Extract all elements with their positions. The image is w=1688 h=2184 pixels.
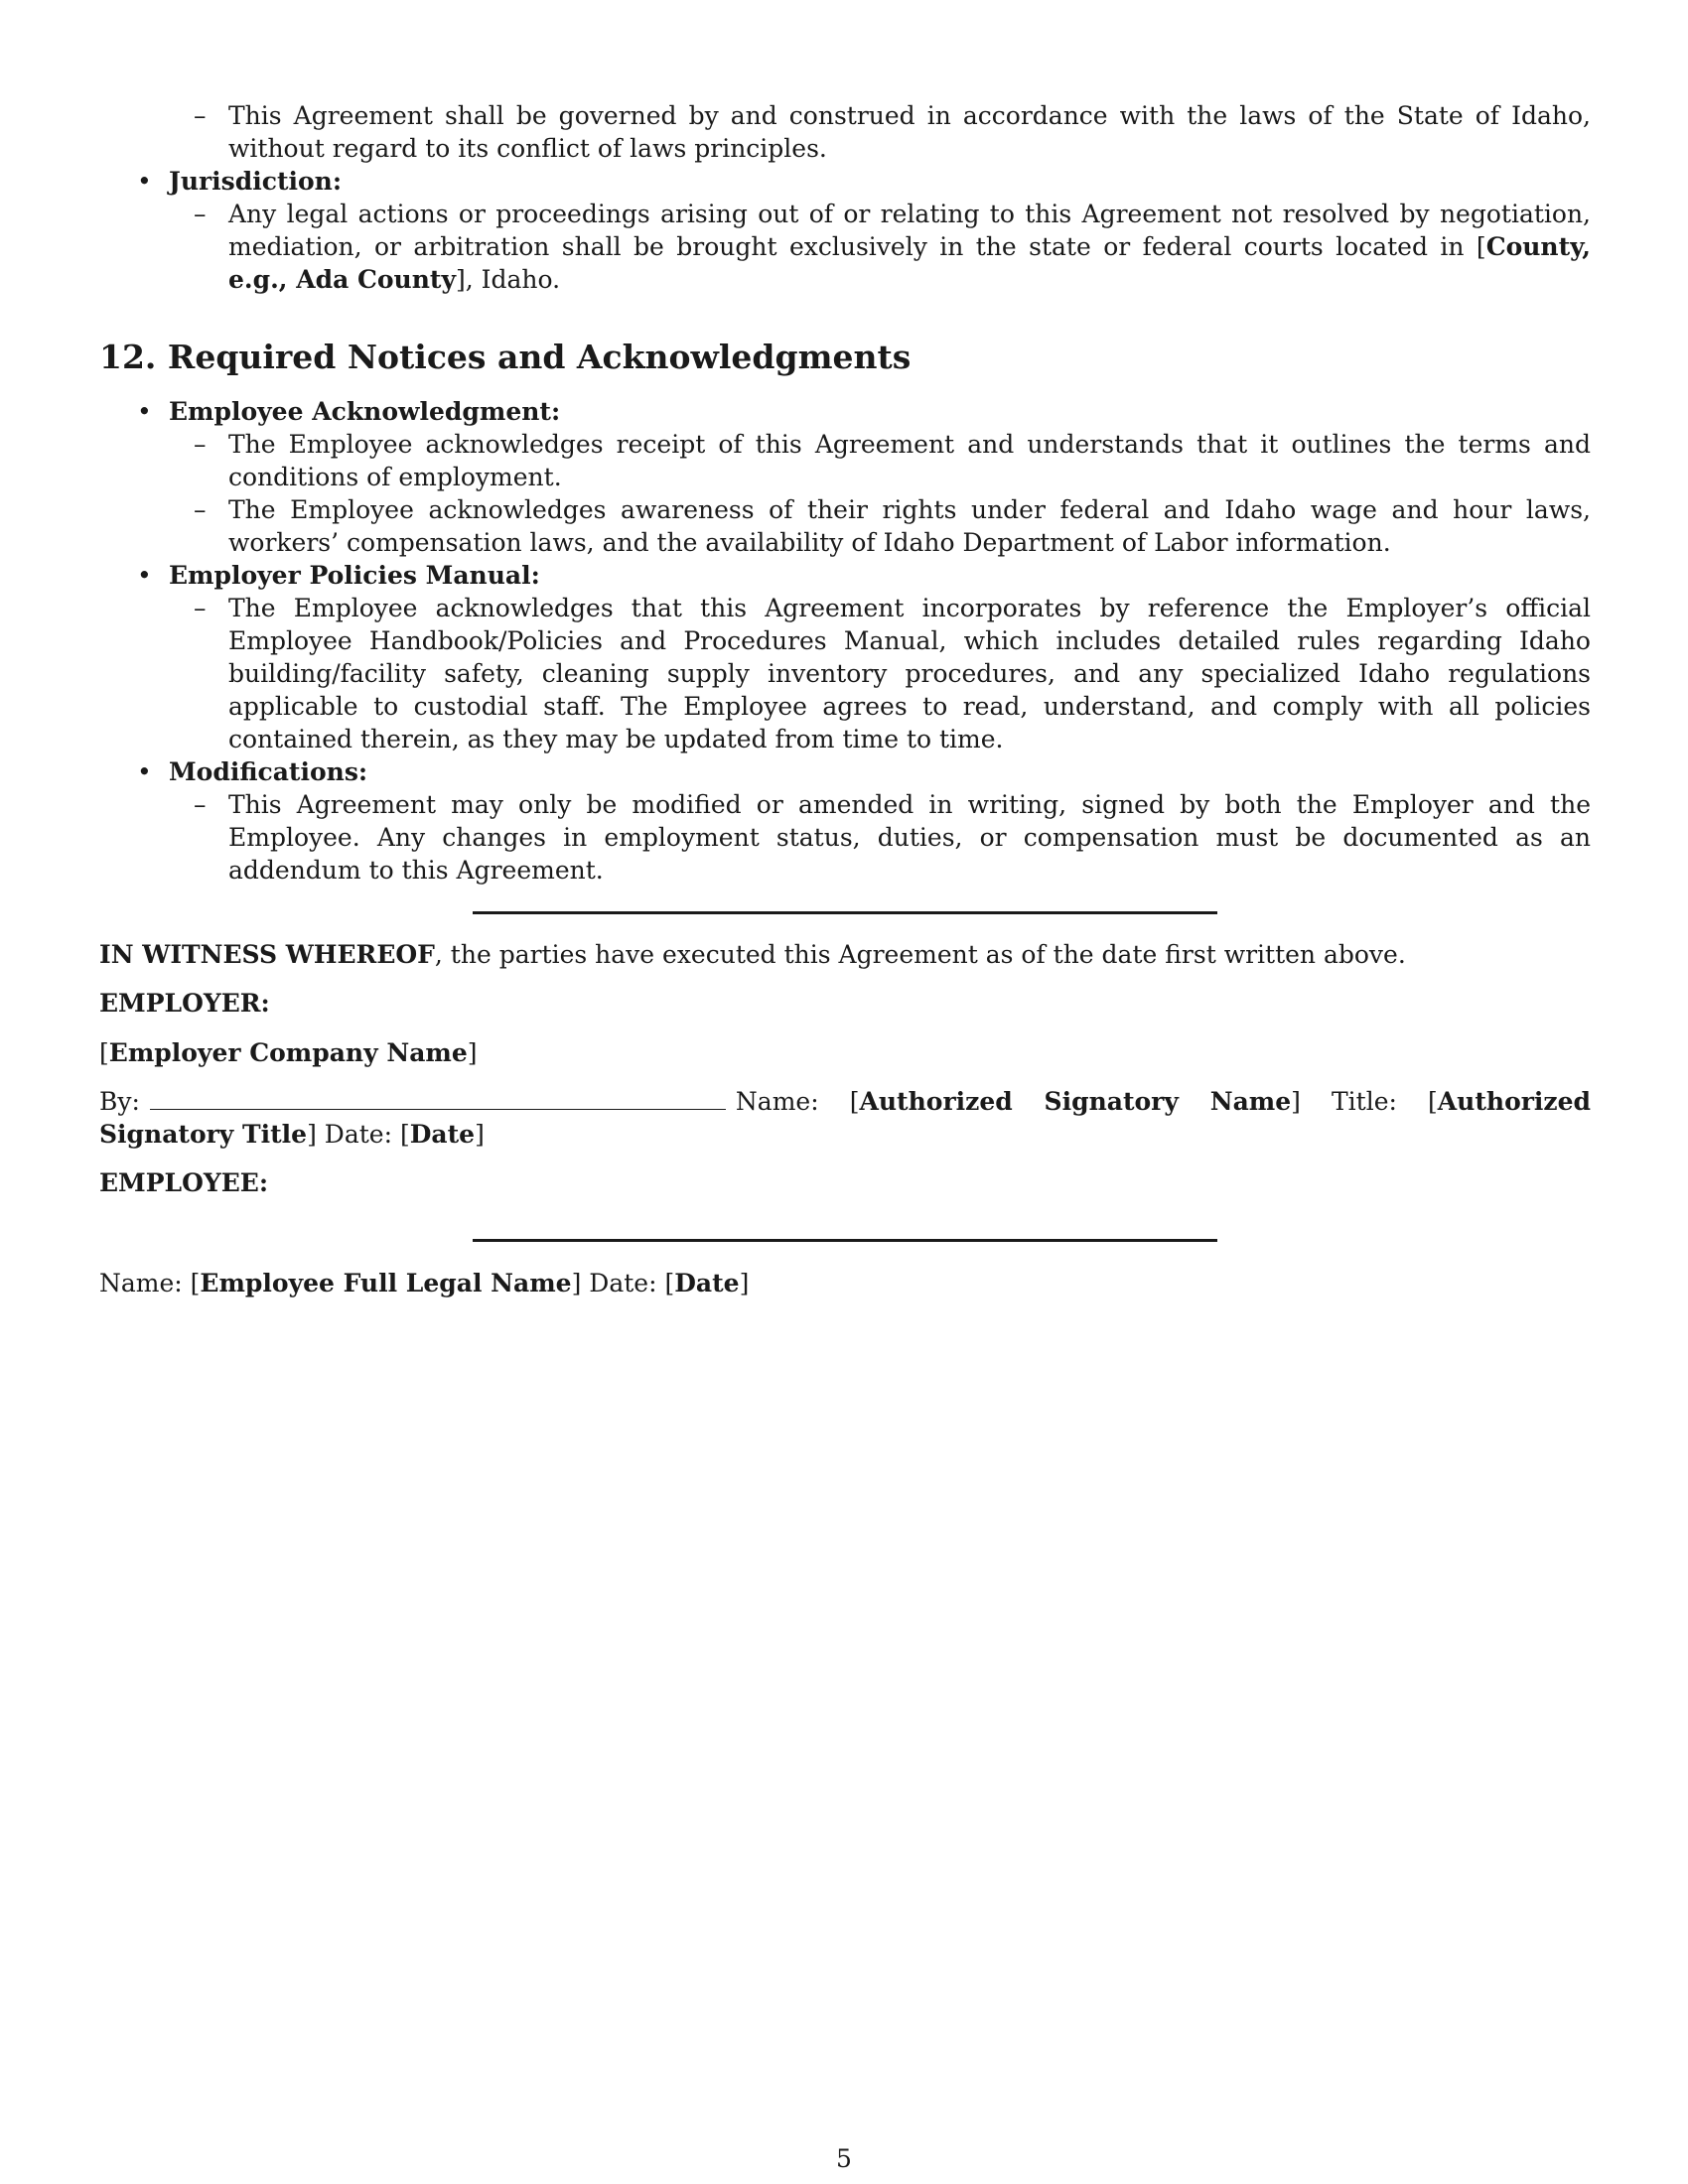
bullet-marker: • xyxy=(137,757,152,786)
employee-ack-label: Employee Acknowledgment: xyxy=(169,397,561,426)
policies-manual-bullet xyxy=(99,559,1591,592)
bullet-marker: • xyxy=(137,561,152,590)
employer-name-placeholder: Authorized Signatory Name xyxy=(859,1087,1292,1116)
employer-date-placeholder: Date xyxy=(409,1120,476,1149)
employee-name-placeholder: Employee Full Legal Name xyxy=(200,1269,572,1297)
jurisdiction-county: County, e.g., Ada County xyxy=(228,232,1591,294)
employee-ack-item-2 xyxy=(99,493,1591,559)
employer-date-label: Date: xyxy=(324,1120,393,1149)
governing-law-text: This Agreement shall be governed by and construed in accordance with the laws of the State of Idaho, without regard to its conflict of laws principles. xyxy=(228,101,1591,163)
jurisdiction-item xyxy=(99,198,1591,296)
employee-heading: EMPLOYEE: xyxy=(99,1168,269,1197)
modifications-bullet xyxy=(99,755,1591,788)
section-12-heading: 12. Required Notices and Acknowledgments xyxy=(99,338,912,376)
witness-text: , the parties have executed this Agreement as of the date first written above. xyxy=(434,940,1406,969)
by-label: By: xyxy=(99,1087,140,1116)
bullet-marker: • xyxy=(137,167,152,196)
dash-marker: – xyxy=(194,200,207,228)
modifications-item-1 xyxy=(99,788,1591,887)
employee-ack-bullet xyxy=(99,395,1591,428)
governing-law-item xyxy=(99,99,1591,165)
dash-marker: – xyxy=(194,495,207,524)
page-number: 5 xyxy=(836,2144,852,2173)
modifications-text-1: This Agreement may only be modified or amended in writing, signed by both the Employer and the Employee. Any changes in employment status, duties, or compensation must be documented as an addendum to this Agreement. xyxy=(228,790,1591,885)
bullet-marker: • xyxy=(137,397,152,426)
employee-ack-text-1: The Employee acknowledges receipt of this Agreement and understands that it outlines the terms and conditions of employment. xyxy=(228,430,1591,491)
policies-manual-item-1 xyxy=(99,592,1591,755)
dash-marker: – xyxy=(194,790,207,819)
jurisdiction-text-after: ], Idaho. xyxy=(455,265,561,294)
policies-manual-text-1: The Employee acknowledges that this Agreement incorporates by reference the Employer’s official Employee Handbook/Policies and Procedures Manual, which includes detailed rules regarding Idaho building/facility safety, cleaning supply inventory procedures, and any specialized Idaho regulations applicable to custodial staff. The Employee agrees to read, understand, and comply with all policies contained therein, as they may be updated from time to time. xyxy=(228,594,1591,753)
employer-company-placeholder: Employer Company Name xyxy=(108,1038,468,1067)
employee-date-label: Date: xyxy=(589,1269,657,1297)
employer-title-placeholder: Authorized Signatory Title xyxy=(99,1087,1591,1149)
jurisdiction-bullet xyxy=(99,165,1591,198)
employee-ack-text-2: The Employee acknowledges awareness of their rights under federal and Idaho wage and hour laws, workers’ compensation laws, and the availability of Idaho Department of Labor information. xyxy=(228,495,1591,557)
employer-signature-line xyxy=(150,1087,726,1110)
employee-name-label: Name: xyxy=(99,1269,183,1297)
employer-name-label: Name: xyxy=(735,1087,819,1116)
dash-marker: – xyxy=(194,594,207,622)
document-page xyxy=(99,99,1591,1299)
witness-paragraph xyxy=(99,938,1591,971)
employer-company-line: [Employer Company Name] xyxy=(99,1038,478,1067)
jurisdiction-text-before: Any legal actions or proceedings arising out of or relating to this Agreement not resolved by negotiation, mediation, or arbitration shall be brought exclusively in the state or federal courts located in [ xyxy=(228,200,1591,261)
employer-heading: EMPLOYER: xyxy=(99,989,270,1018)
dash-marker: – xyxy=(194,430,207,459)
jurisdiction-label: Jurisdiction: xyxy=(169,167,343,196)
employer-signature-block: By: Name: [Authorized Signatory Name] Title: [Authorized Signatory Title] Date: [Date] xyxy=(99,1087,1591,1149)
employer-title-label: Title: xyxy=(1331,1087,1397,1116)
horizontal-rule xyxy=(473,911,1217,914)
dash-marker: – xyxy=(194,101,207,130)
employee-signature-line xyxy=(473,1239,1217,1242)
employee-ack-item-1 xyxy=(99,428,1591,493)
policies-manual-label: Employer Policies Manual: xyxy=(169,561,540,590)
employee-name-line: Name: [Employee Full Legal Name] Date: [Date] xyxy=(99,1269,750,1297)
modifications-label: Modifications: xyxy=(169,757,368,786)
witness-lead: IN WITNESS WHEREOF xyxy=(99,940,435,969)
employee-date-placeholder: Date xyxy=(674,1269,740,1297)
